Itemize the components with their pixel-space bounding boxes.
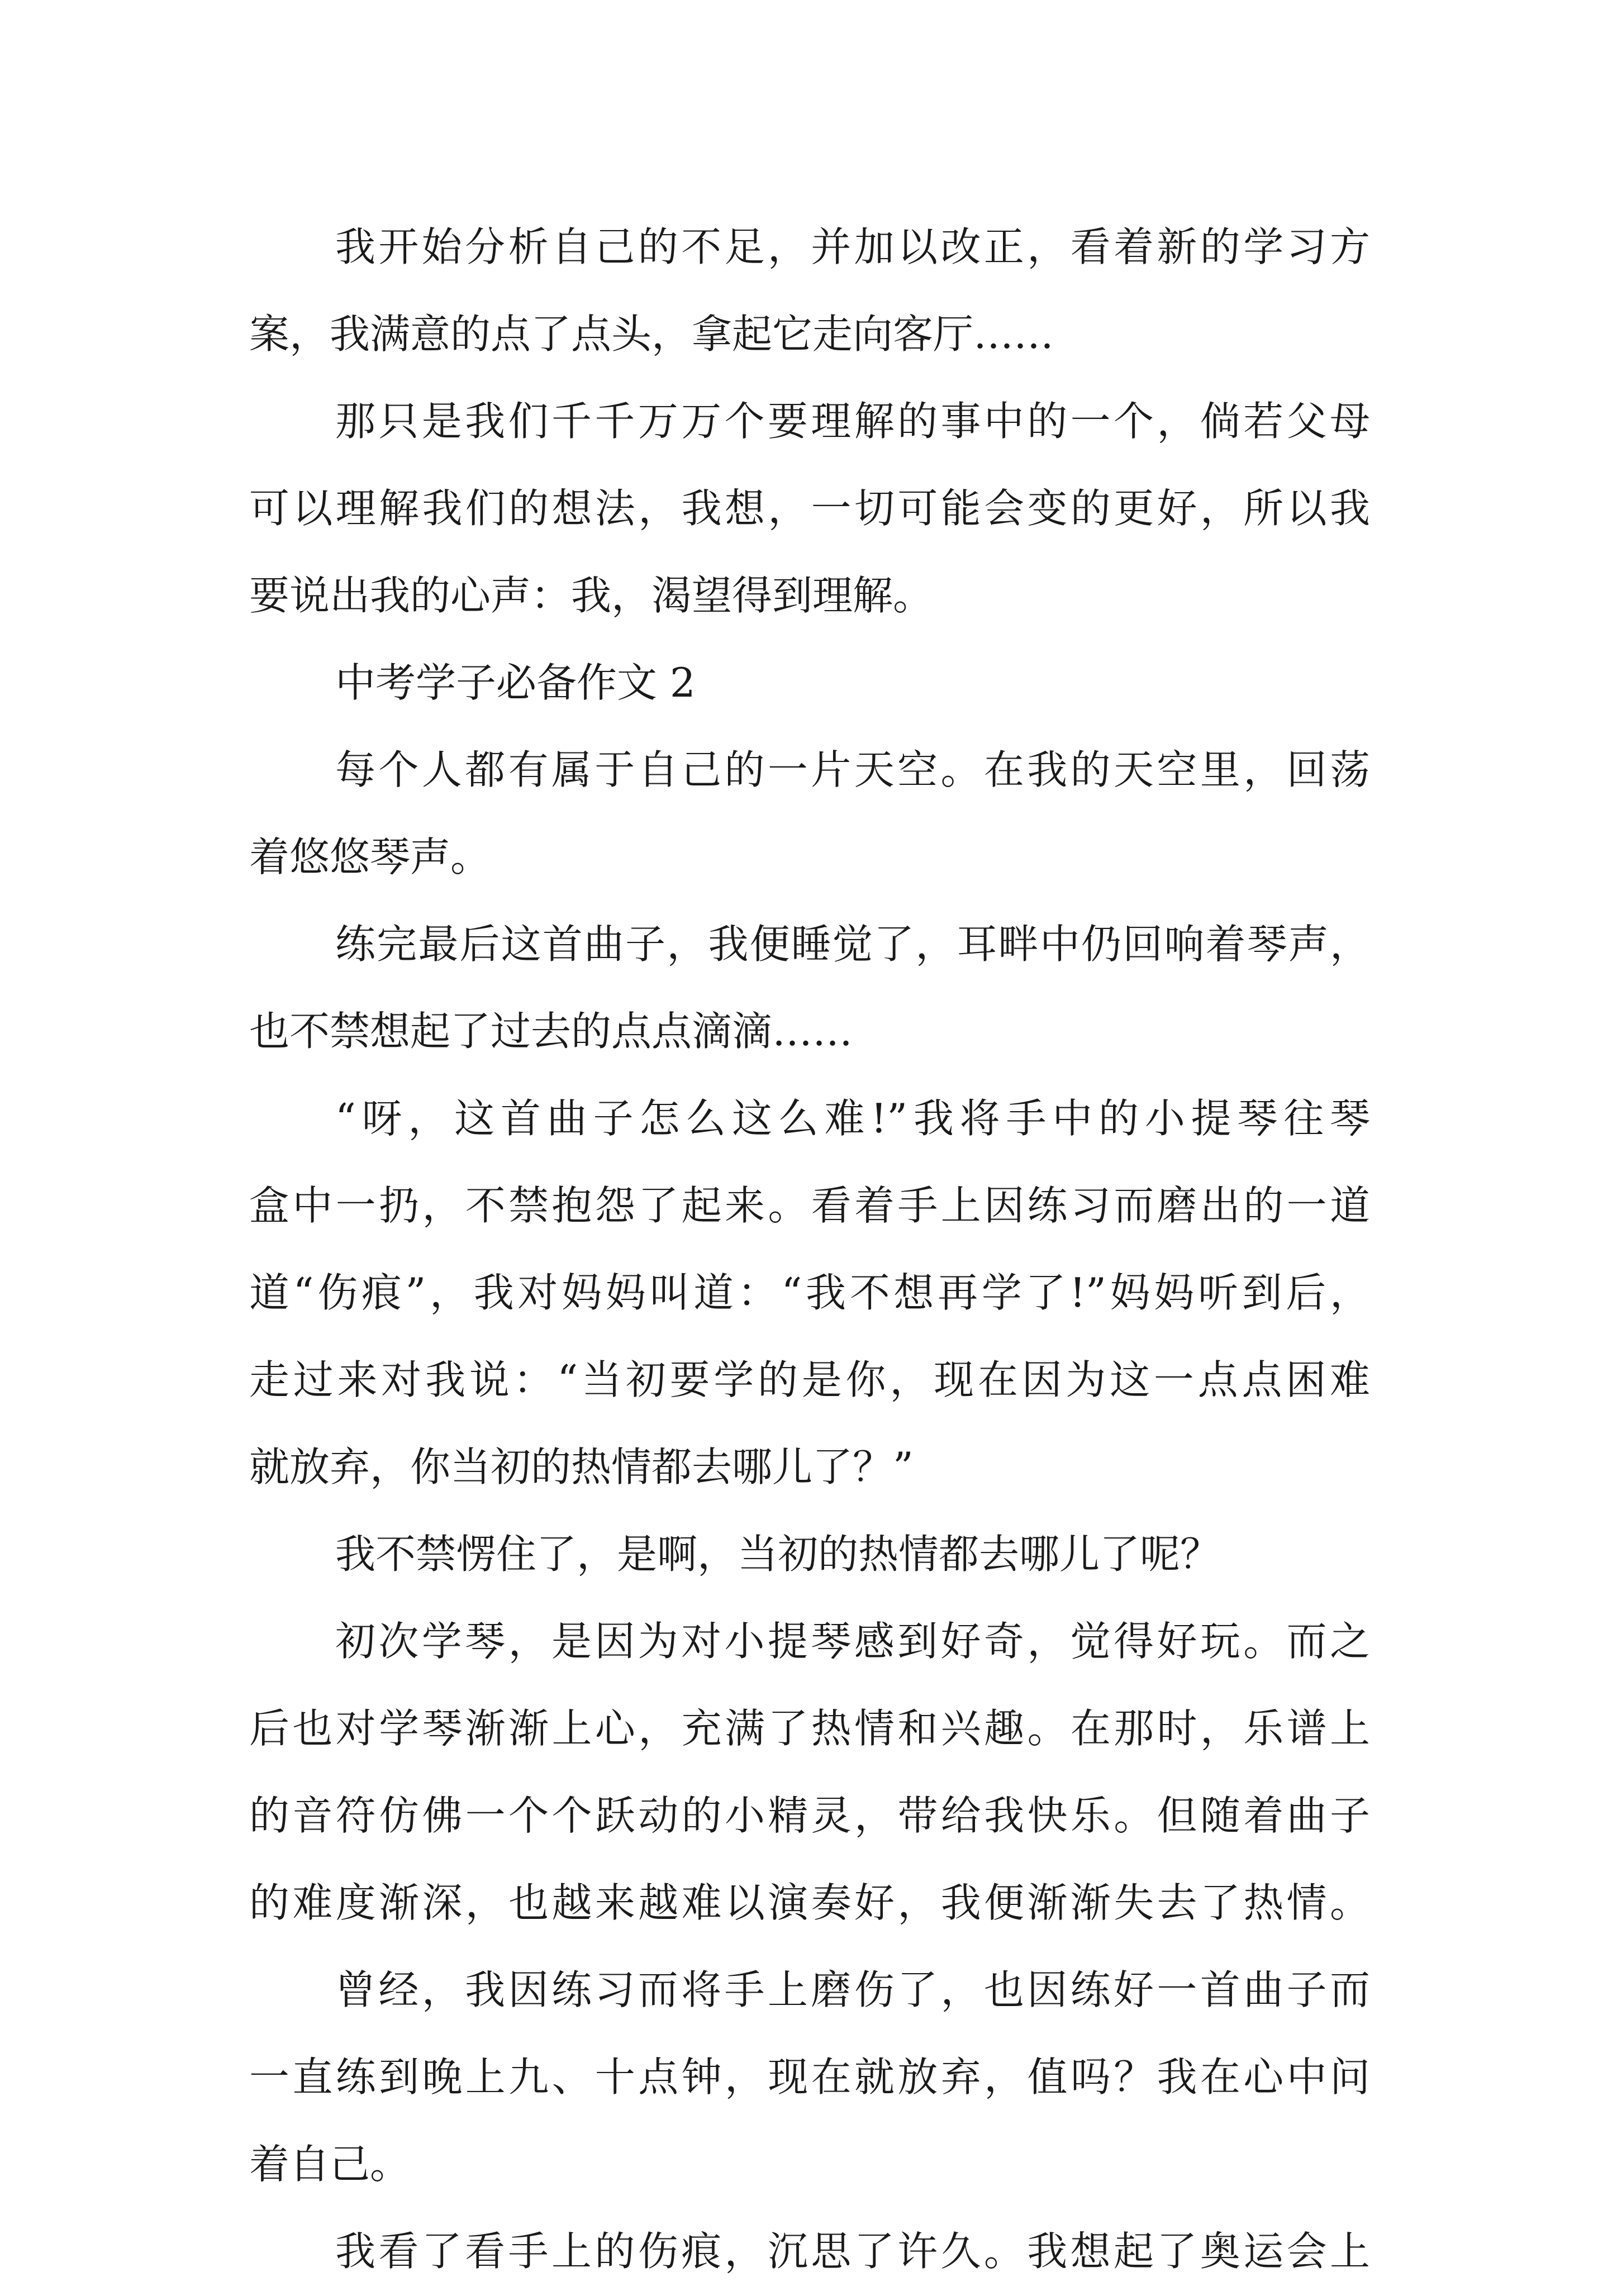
paragraph-line: 我开始分析自己的不足，并加以改正，看着新的学习方 bbox=[335, 223, 1370, 270]
paragraph-line: 练完最后这首曲子，我便睡觉了，耳畔中仍回响着琴声， bbox=[335, 921, 1370, 968]
paragraph-line: 的音符仿佛一个个跃动的小精灵，带给我快乐。但随着曲子 bbox=[249, 1792, 1370, 1839]
paragraph-line: 盒中一扔，不禁抱怨了起来。看着手上因练习而磨出的一道 bbox=[249, 1182, 1370, 1229]
paragraph-line: 案，我满意的点了点头，拿起它走向客厅…… bbox=[249, 311, 1054, 358]
section-heading: 中考学子必备作文 2 bbox=[335, 659, 696, 706]
paragraph-line: 要说出我的心声：我，渴望得到理解。 bbox=[249, 572, 934, 619]
paragraph-line: 每个人都有属于自己的一片天空。在我的天空里，回荡 bbox=[335, 746, 1370, 793]
paragraph-line: 初次学琴，是因为对小提琴感到好奇，觉得好玩。而之 bbox=[335, 1618, 1370, 1665]
paragraph-line: 一直练到晚上九、十点钟，现在就放弃，值吗？我在心中问 bbox=[249, 2054, 1370, 2100]
paragraph-line: 道“伤痕”，我对妈妈叫道：“我不想再学了!”妈妈听到后， bbox=[249, 1269, 1370, 1316]
paragraph-line: 后也对学琴渐渐上心，充满了热情和兴趣。在那时，乐谱上 bbox=[249, 1705, 1370, 1752]
paragraph-line: 那只是我们千千万万个要理解的事中的一个，倘若父母 bbox=[335, 398, 1370, 445]
paragraph-line: 走过来对我说：“当初要学的是你，现在因为这一点点困难 bbox=[249, 1356, 1370, 1403]
paragraph-line: 就放弃，你当初的热情都去哪儿了？” bbox=[249, 1444, 914, 1490]
paragraph-line: 可以理解我们的想法，我想，一切可能会变的更好，所以我 bbox=[249, 485, 1370, 532]
paragraph-line: 曾经，我因练习而将手上磨伤了，也因练好一首曲子而 bbox=[335, 1966, 1370, 2013]
paragraph-line: 我不禁愣住了，是啊，当初的热情都去哪儿了呢？ bbox=[335, 1531, 1221, 1578]
paragraph-line: 我看了看手上的伤痕，沉思了许久。我想起了奥运会上 bbox=[335, 2228, 1370, 2275]
paragraph-line: 着悠悠琴声。 bbox=[249, 833, 491, 880]
paragraph-line: “呀，这首曲子怎么这么难!”我将手中的小提琴往琴 bbox=[335, 1095, 1370, 1142]
paragraph-line: 也不禁想起了过去的点点滴滴…… bbox=[249, 1008, 853, 1055]
paragraph-line: 着自己。 bbox=[249, 2141, 411, 2188]
paragraph-line: 的难度渐深，也越来越难以演奏好，我便渐渐失去了热情。 bbox=[249, 1879, 1370, 1926]
